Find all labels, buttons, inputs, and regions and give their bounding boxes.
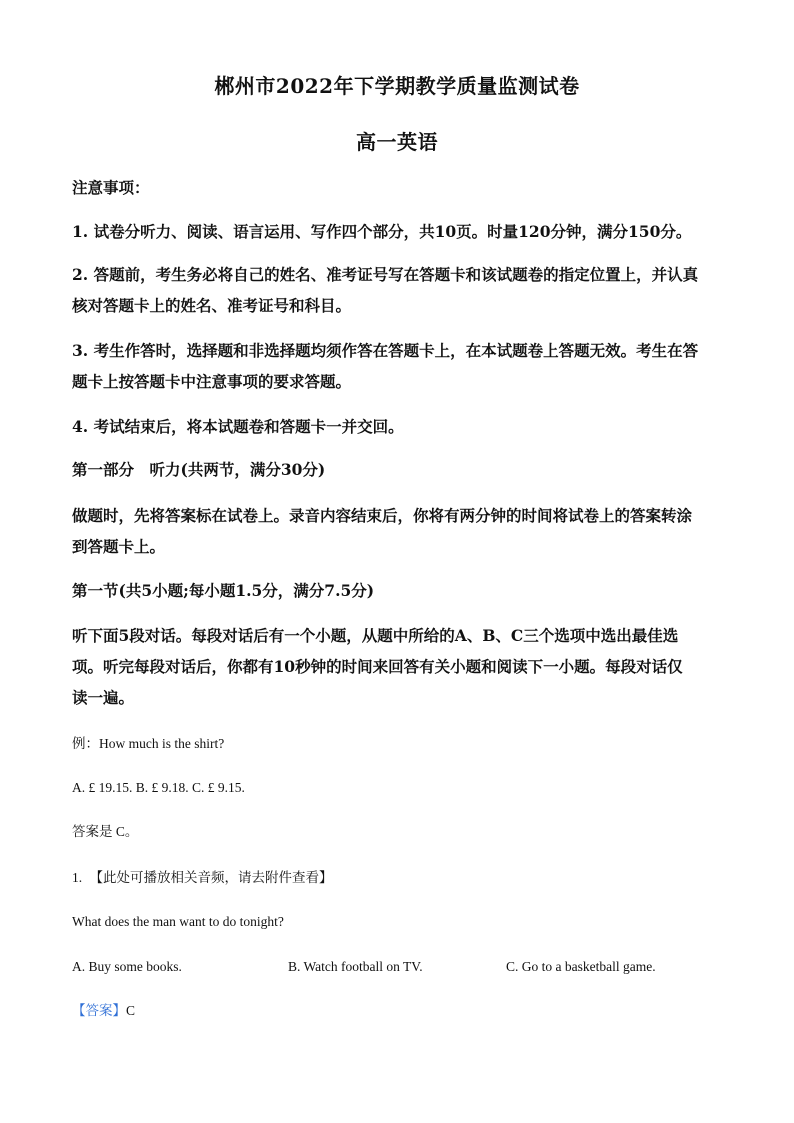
section1-instruction-2: 项。听完每段对话后，你都有10秒钟的时间来回答有关小题和阅读下一小题。每段对话仅 — [72, 657, 683, 676]
question-1-answer — [72, 1001, 135, 1021]
part1-instruction-1: 做题时，先将答案标在试卷上。录音内容结束后，你将有两分钟的时间将试卷上的答案转涂 — [72, 506, 693, 525]
section1-instruction-1: 听下面5段对话。每段对话后有一个小题，从题中所给的A、B、C三个选项中选出最佳选 — [72, 626, 679, 645]
notice-line-3: 核对答题卡上的姓名、准考证号和科目。 — [72, 296, 352, 315]
question-1-text: What does the man want to do tonight? — [72, 914, 284, 929]
example-options: A. £ 19.15. B. £ 9.18. C. £ 9.15. — [72, 780, 245, 795]
question-1-header — [72, 868, 333, 888]
answer-label: 【答案】 — [72, 1003, 126, 1018]
notice-line-5: 题卡上按答题卡中注意事项的要求答题。 — [72, 372, 352, 391]
notice-line-2: 2. 答题前，考生务必将自己的姓名、准考证号写在答题卡和该试题卷的指定位置上，并认真 — [72, 265, 699, 284]
section1-heading: 第一节(共5小题;每小题1.5分，满分7.5分) — [72, 581, 375, 600]
doc-subtitle: 高一英语 — [356, 130, 438, 154]
question-1-number: 1. — [72, 870, 83, 885]
question-1-option-a: A. Buy some books. — [72, 959, 182, 974]
notice-line-1: 1. 试卷分听力、阅读、语言运用、写作四个部分，共10页。时量120分钟，满分150分。 — [72, 222, 692, 241]
question-1-option-b: B. Watch football on TV. — [288, 959, 423, 974]
part1-heading: 第一部分 听力(共两节，满分30分) — [72, 460, 326, 479]
example-question: 例：How much is the shirt? — [72, 736, 225, 751]
part1-instruction-2: 到答题卡上。 — [72, 537, 166, 556]
question-1-option-c: C. Go to a basketball game. — [506, 959, 656, 974]
notice-line-4: 3. 考生作答时，选择题和非选择题均须作答在答题卡上，在本试题卷上答题无效。考生在答 — [72, 341, 699, 360]
section1-instruction-3: 读一遍。 — [72, 688, 135, 707]
answer-value: C — [126, 1003, 136, 1018]
doc-title: 郴州市2022年下学期教学质量监测试卷 — [214, 74, 580, 98]
audio-note-link[interactable]: 【此处可播放相关音频，请去附件查看】 — [89, 870, 333, 885]
notice-line-6: 4. 考试结束后，将本试题卷和答题卡一并交回。 — [72, 417, 404, 436]
example-answer: 答案是 C。 — [72, 824, 139, 839]
notice-heading: 注意事项： — [72, 178, 150, 197]
